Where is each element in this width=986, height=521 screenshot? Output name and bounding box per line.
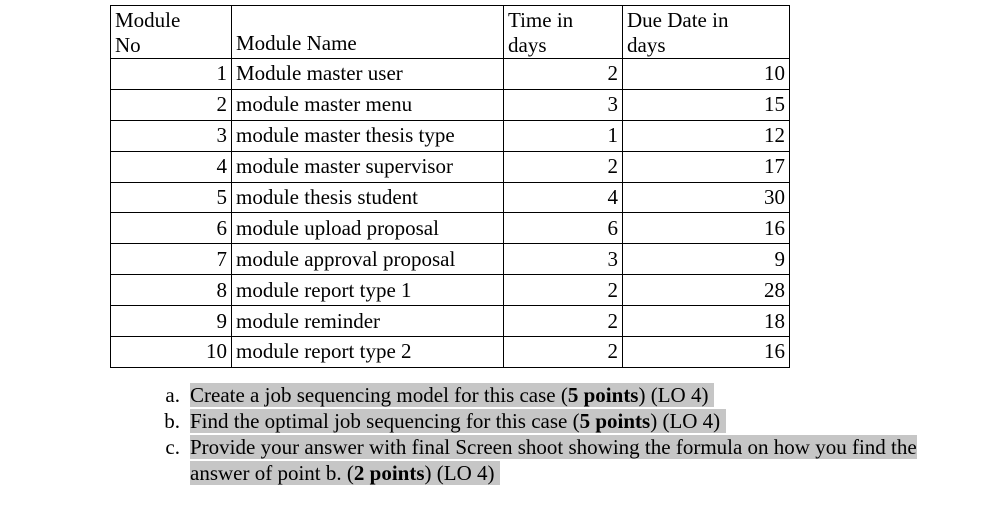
module-name: Module master user — [232, 59, 504, 90]
header-due-line1: Due Date in — [627, 8, 729, 32]
header-due-line2: days — [627, 33, 666, 57]
module-name: module upload proposal — [232, 213, 504, 244]
module-no: 8 — [111, 275, 232, 306]
header-module-no-line2: No — [115, 33, 141, 57]
question-text-pre: Find the optimal job sequencing for this case ( — [190, 409, 580, 433]
module-due: 10 — [623, 59, 790, 90]
question-text-pre: Provide your answer with final Screen shoot showing the formula on how you find the answer of point b. ( — [190, 435, 917, 485]
module-name: module master thesis type — [232, 120, 504, 151]
module-time: 3 — [504, 244, 623, 275]
header-module-no — [111, 6, 232, 59]
question-text-post: ) (LO 4) — [650, 409, 721, 433]
table-row — [111, 89, 790, 120]
table-row — [111, 275, 790, 306]
module-no: 2 — [111, 89, 232, 120]
question-item — [150, 382, 968, 408]
module-name: module report type 1 — [232, 275, 504, 306]
module-no: 4 — [111, 151, 232, 182]
question-text — [190, 383, 714, 407]
module-time: 4 — [504, 182, 623, 213]
header-time-line1: Time in — [508, 8, 574, 32]
module-due: 16 — [623, 213, 790, 244]
header-module-no-line1: Module — [115, 8, 181, 32]
question-list — [150, 382, 968, 486]
table-row — [111, 120, 790, 151]
module-no: 10 — [111, 337, 232, 368]
module-due: 16 — [623, 337, 790, 368]
module-due: 17 — [623, 151, 790, 182]
table-row — [111, 213, 790, 244]
question-text — [190, 409, 726, 433]
module-no: 3 — [111, 120, 232, 151]
question-item — [150, 434, 968, 486]
table-row — [111, 151, 790, 182]
module-time: 3 — [504, 89, 623, 120]
question-marker: b. — [164, 409, 180, 433]
header-time-line2: days — [508, 33, 547, 57]
module-no: 7 — [111, 244, 232, 275]
module-due: 28 — [623, 275, 790, 306]
module-time: 2 — [504, 306, 623, 337]
module-no: 5 — [111, 182, 232, 213]
header-time — [504, 6, 623, 59]
module-name: module master supervisor — [232, 151, 504, 182]
table-header-row — [111, 6, 790, 59]
question-points: 5 points — [567, 383, 639, 407]
question-item — [150, 408, 968, 434]
module-no: 6 — [111, 213, 232, 244]
module-due: 12 — [623, 120, 790, 151]
module-no: 1 — [111, 59, 232, 90]
module-time: 1 — [504, 120, 623, 151]
module-time: 2 — [504, 59, 623, 90]
question-marker: c. — [165, 435, 180, 459]
module-name: module report type 2 — [232, 337, 504, 368]
table-row — [111, 59, 790, 90]
modules-table — [110, 5, 790, 368]
question-text-pre: Create a job sequencing model for this case ( — [190, 383, 568, 407]
module-due: 9 — [623, 244, 790, 275]
module-due: 15 — [623, 89, 790, 120]
table-row — [111, 244, 790, 275]
header-due-date — [623, 6, 790, 59]
module-name: module approval proposal — [232, 244, 504, 275]
module-name: module reminder — [232, 306, 504, 337]
table-row — [111, 306, 790, 337]
module-time: 6 — [504, 213, 623, 244]
module-time: 2 — [504, 337, 623, 368]
question-text — [190, 435, 917, 485]
module-time: 2 — [504, 151, 623, 182]
question-marker: a. — [165, 383, 180, 407]
question-points: 2 points — [353, 461, 425, 485]
module-no: 9 — [111, 306, 232, 337]
table-row — [111, 337, 790, 368]
question-text-post: ) (LO 4) — [638, 383, 709, 407]
module-name: module master menu — [232, 89, 504, 120]
question-points: 5 points — [579, 409, 651, 433]
module-due: 30 — [623, 182, 790, 213]
question-text-post: ) (LO 4) — [424, 461, 495, 485]
module-due: 18 — [623, 306, 790, 337]
table-row — [111, 182, 790, 213]
header-module-name: Module Name — [232, 6, 504, 59]
module-name: module thesis student — [232, 182, 504, 213]
module-time: 2 — [504, 275, 623, 306]
